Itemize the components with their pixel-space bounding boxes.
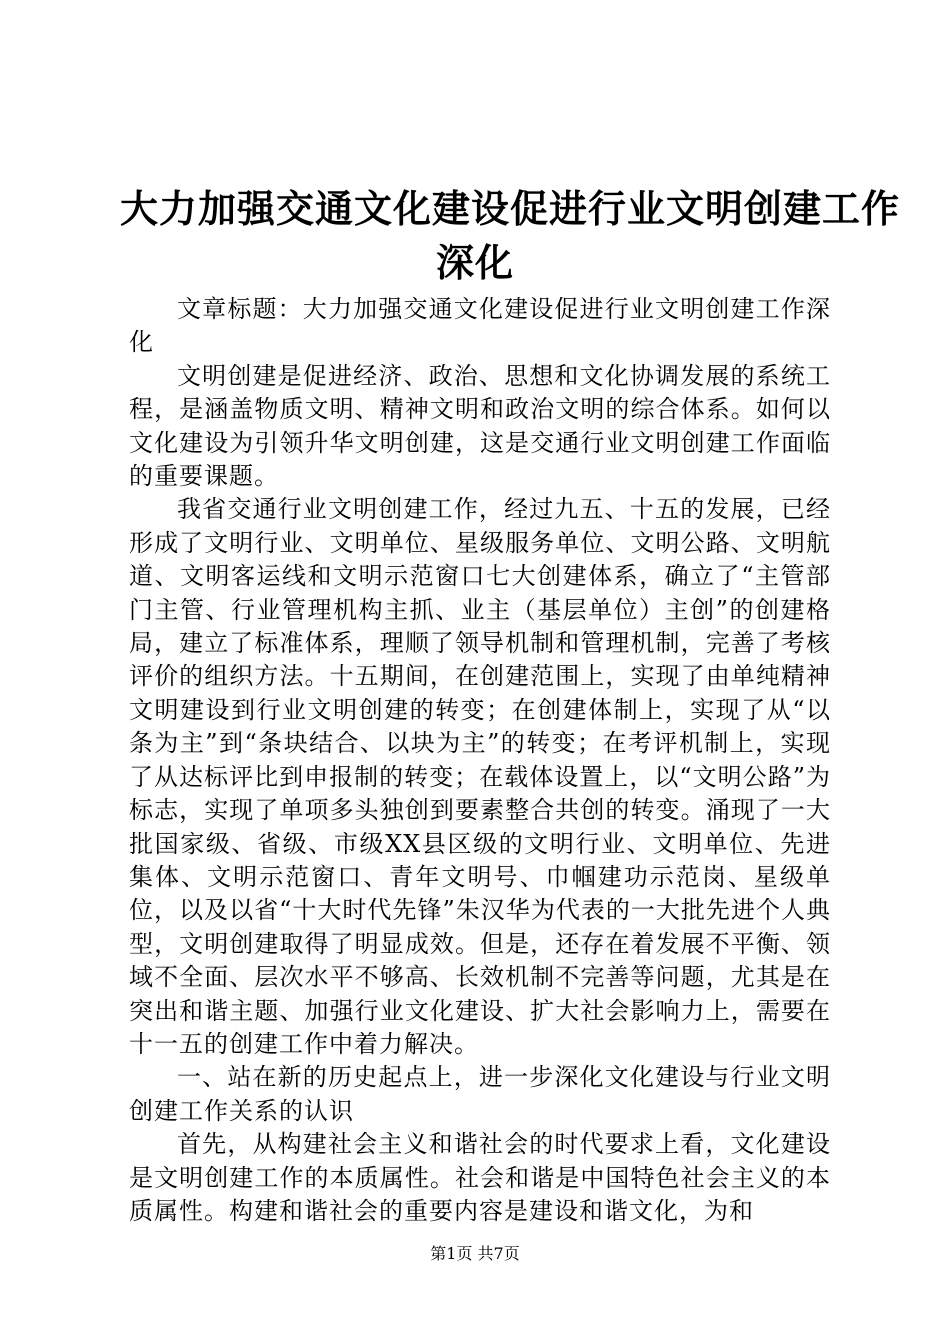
document-title-line-1: 大力加强交通文化建设促进行业文明创建工作 [120, 186, 901, 231]
paragraph-first-point: 首先，从构建社会主义和谐社会的时代要求上看，文化建设是文明创建工作的本质属性。社会和谐是中国特色社会主义的本质属性。构建和谐社会的重要内容是建设和谐文化，为和 [129, 1130, 831, 1225]
paragraph-achievements: 我省交通行业文明创建工作，经过九五、十五的发展，已经形成了文明行业、文明单位、星级服务单位、文明公路、文明航道、文明客运线和文明示范窗口七大创建体系，确立了“主管部门主管、行业管理机构主抓、业主（基层单位）主创”的创建格局，建立了标准体系，理顺了领导机制和管理机制，完善了考核评价的组织方法。十五期间，在创建范围上，实现了由单纯精神文明建设到行业文明创建的转变；在创建体制上，实现了从“以条为主”到“条块结合、以块为主”的转变；在考评机制上，实现了从达标评比到申报制的转变；在载体设置上，以“文明公路”为标志，实现了单项多头独创到要素整合共创的转变。涌现了一大批国家级、省级、市级XX县区级的文明行业、文明单位、先进集体、文明示范窗口、青年文明号、巾帼建功示范岗、星级单位，以及以省“十大时代先锋”朱汉华为代表的一大批先进个人典型，文明创建取得了明显成效。但是，还存在着发展不平衡、领域不全面、层次水平不够高、长效机制不完善等问题，尤其是在突出和谐主题、加强行业文化建设、扩大社会影响力上，需要在十一五的创建工作中着力解决。 [129, 495, 831, 1058]
document-body [129, 293, 831, 1228]
document-title-line-2: 深化 [435, 240, 514, 285]
page-footer: 第1页 共7页 [430, 1244, 520, 1263]
paragraph-article-title: 文章标题：大力加强交通文化建设促进行业文明创建工作深化 [129, 295, 831, 357]
section-heading-1: 一、站在新的历史起点上，进一步深化文化建设与行业文明创建工作关系的认识 [129, 1063, 831, 1125]
paragraph-intro: 文明创建是促进经济、政治、思想和文化协调发展的系统工程，是涵盖物质文明、精神文明和政治文明的综合体系。如何以文化建设为引领升华文明创建，这是交通行业文明创建工作面临的重要课题。 [129, 361, 831, 491]
